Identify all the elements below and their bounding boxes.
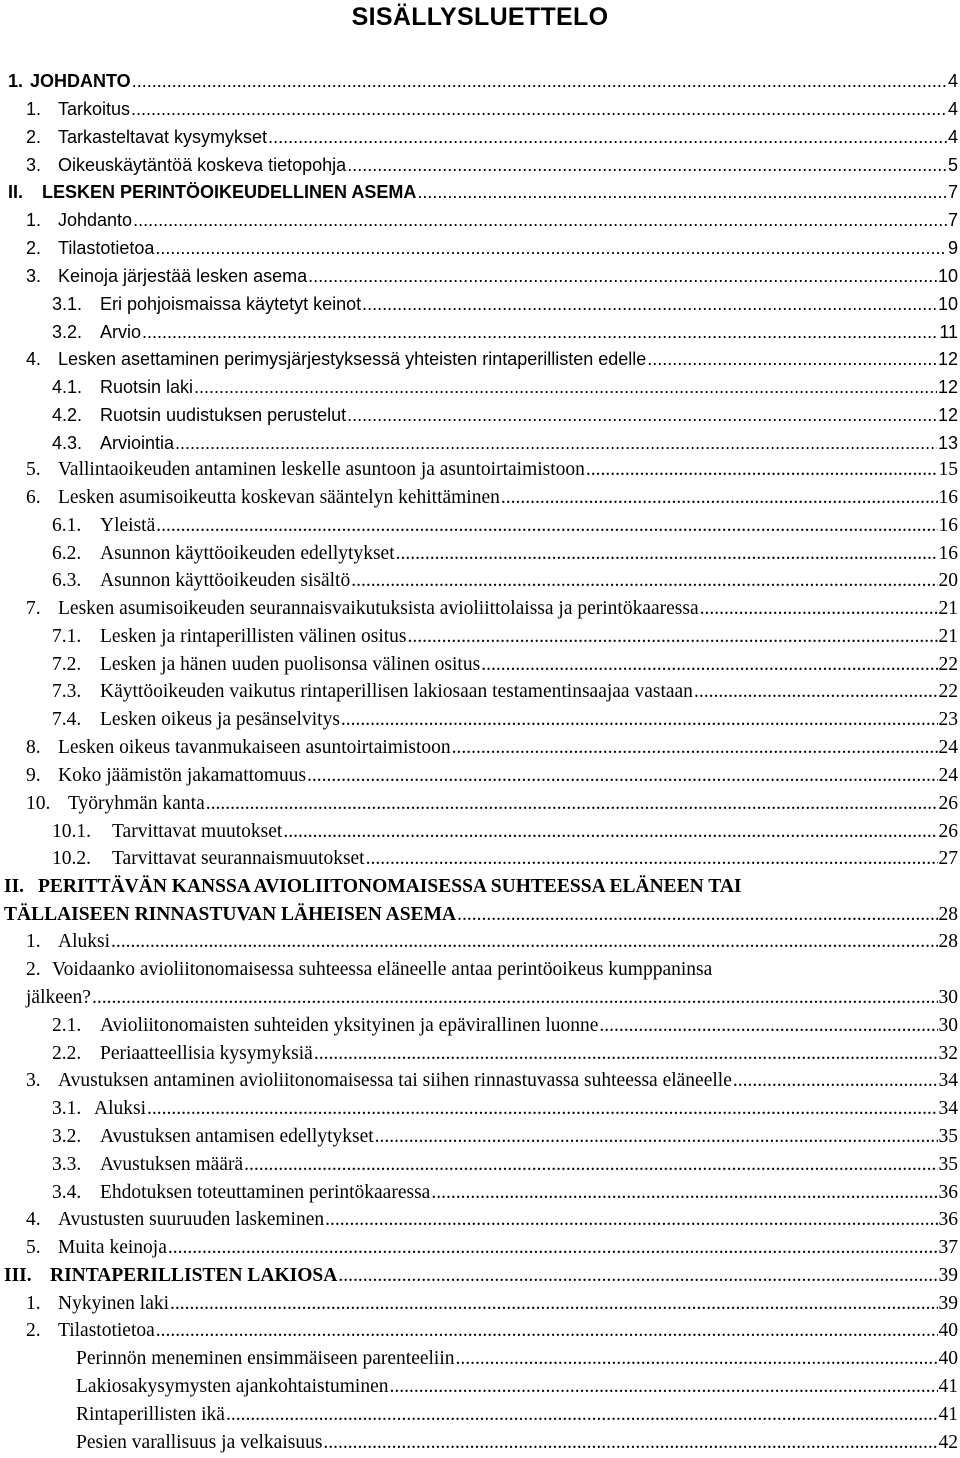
toc-entry-page-number: 11	[939, 322, 958, 342]
toc-entry-number: 3.3.	[52, 1154, 82, 1175]
toc-entry-number: 6.	[26, 487, 41, 508]
toc-entry-page-number: 16	[938, 487, 958, 508]
toc-entry-page-number: 22	[938, 681, 958, 702]
toc-entry-page-number: 7	[947, 182, 958, 202]
toc-entry-label: Perinnön meneminen ensimmäiseen parenteeliin	[76, 1348, 455, 1369]
toc-entry-page-number: 22	[938, 654, 958, 675]
toc-entry[interactable]	[0, 374, 960, 402]
dot-leader	[156, 1318, 938, 1344]
toc-entry[interactable]	[0, 430, 960, 458]
toc-entry-number: 1.	[8, 71, 24, 91]
toc-entry-page-number: 15	[938, 459, 958, 480]
toc-entry-number: 2.1.	[52, 1015, 82, 1036]
toc-entry-page-number: 35	[938, 1126, 958, 1147]
toc-entry[interactable]	[0, 791, 960, 819]
dot-leader	[155, 235, 947, 261]
toc-entry-number: 2.	[26, 959, 41, 980]
toc-entry-number: 4.3.	[52, 433, 83, 453]
toc-entry-page-number: 24	[938, 765, 958, 786]
dot-leader	[142, 319, 938, 345]
toc-entry-label: JOHDANTO	[30, 71, 131, 91]
toc-entry[interactable]	[0, 179, 960, 207]
toc-entry-label: Avustuksen antamisen edellytykset	[100, 1126, 374, 1147]
toc-entry[interactable]	[0, 902, 960, 930]
toc-entry-label: Avustuksen antaminen avioliitonomaisessa tai siihen rinnastuvassa suhteessa eläneelle	[58, 1070, 732, 1091]
toc-entry-page-number: 30	[938, 1015, 958, 1036]
toc-entry-number: 3.2.	[52, 322, 83, 342]
dot-leader	[347, 402, 937, 428]
toc-entry[interactable]	[0, 846, 960, 874]
toc-entry-page-number: 26	[938, 793, 958, 814]
toc-entry-label: Pesien varallisuus ja velkaisuus	[76, 1432, 323, 1453]
dot-leader	[351, 568, 937, 594]
toc-entry-label: Rintaperillisten ikä	[76, 1404, 225, 1425]
toc-entry-label: Ehdotuksen toteuttaminen perintökaaressa	[100, 1182, 431, 1203]
dot-leader	[92, 985, 938, 1011]
toc-entry[interactable]	[0, 457, 960, 485]
dot-leader	[175, 430, 937, 456]
toc-entry-label: TÄLLAISEEN RINNASTUVAN LÄHEISEN ASEMA	[4, 904, 457, 925]
toc-entry[interactable]	[0, 1013, 960, 1041]
toc-entry-label: jälkeen?	[26, 987, 91, 1008]
toc-entry[interactable]	[0, 1374, 960, 1402]
toc-entry-label: LESKEN PERINTÖOIKEUDELLINEN ASEMA	[42, 182, 417, 202]
toc-entry-page-number: 28	[938, 931, 958, 952]
dot-leader	[283, 819, 937, 845]
toc-entry-page-number: 16	[938, 515, 958, 536]
dot-leader	[396, 541, 938, 567]
toc-entry[interactable]	[0, 1068, 960, 1096]
toc-entry-page-number: 28	[938, 904, 958, 925]
toc-entry-label: Nykyinen laki	[58, 1293, 170, 1314]
toc-entry-page-number: 5	[947, 155, 958, 175]
toc-entry-page-number: 7	[947, 210, 958, 230]
toc-entry-label: Avioliitonomaisten suhteiden yksityinen ja epävirallinen luonne	[100, 1015, 599, 1036]
toc-entry-number: 8.	[26, 737, 41, 758]
toc-entry-page-number: 12	[937, 349, 958, 369]
toc-entry-number: 7.4.	[52, 709, 82, 730]
toc-entry-label: Johdanto	[58, 210, 133, 230]
page-title: SISÄLLYSLUETTELO	[351, 3, 609, 31]
toc-entry-label: Tilastotietoa	[58, 1320, 155, 1341]
dot-leader	[314, 1041, 938, 1067]
dot-leader	[156, 513, 937, 539]
toc-entry-number: 3.4.	[52, 1182, 82, 1203]
toc-entry-number: 6.2.	[52, 543, 82, 564]
dot-leader	[647, 346, 937, 372]
toc-entry-page-number: 42	[938, 1432, 958, 1453]
toc-entry[interactable]	[0, 707, 960, 735]
toc-entry-number: 2.	[26, 127, 42, 147]
toc-entry[interactable]	[0, 485, 960, 513]
toc-entry-number: 10.1.	[52, 821, 91, 842]
dot-leader	[308, 263, 937, 289]
dot-leader	[168, 1235, 938, 1261]
toc-entry-label: Lesken ja hänen uuden puolisonsa välinen ositus	[100, 654, 481, 675]
toc-entry-label: RINTAPERILLISTEN LAKIOSA	[50, 1265, 338, 1286]
toc-entry-number: III.	[4, 1265, 32, 1286]
toc-entry[interactable]	[0, 568, 960, 596]
toc-entry-number: 7.3.	[52, 681, 82, 702]
dot-leader	[338, 1263, 937, 1289]
dot-leader	[341, 707, 938, 733]
dot-leader	[362, 291, 937, 317]
toc-entry-label: Eri pohjoismaissa käytetyt keinot	[100, 294, 362, 314]
toc-entry-number: 3.1.	[52, 294, 83, 314]
toc-entry[interactable]	[0, 1318, 960, 1346]
toc-entry-page-number: 37	[938, 1237, 958, 1258]
toc-entry[interactable]	[0, 819, 960, 847]
toc-entry-label: Vallintaoikeuden antaminen leskelle asuntoon ja asuntoirtaimistoon	[58, 459, 585, 480]
dot-leader	[452, 735, 938, 761]
toc-entry-label: Aluksi	[58, 931, 111, 952]
toc-entry-label: Avustuksen määrä	[100, 1154, 244, 1175]
toc-entry-page-number: 10	[937, 294, 958, 314]
toc-entry[interactable]	[0, 985, 960, 1013]
dot-leader	[347, 152, 947, 178]
toc-entry-number: 5.	[26, 459, 41, 480]
toc-entry-page-number: 24	[938, 737, 958, 758]
toc-entry-number: 3.	[26, 1070, 41, 1091]
toc-entry-number: 3.2.	[52, 1126, 82, 1147]
toc-entry[interactable]	[0, 1124, 960, 1152]
toc-entry[interactable]	[0, 263, 960, 291]
toc-entry-number: 3.1.	[52, 1098, 82, 1119]
toc-entry-label: Tarvittavat muutokset	[112, 821, 283, 842]
toc-entry-number: II.	[4, 876, 25, 897]
toc-entry-label: Muita keinoja	[58, 1237, 167, 1258]
toc-entry-label: Lesken oikeus tavanmukaiseen asuntoirtaimistoon	[58, 737, 451, 758]
toc-entry[interactable]	[0, 1235, 960, 1263]
dot-leader	[375, 1124, 938, 1150]
dot-leader	[133, 207, 947, 233]
dot-leader	[132, 68, 947, 94]
dot-leader	[268, 124, 947, 150]
toc-entry-number: 1.	[26, 99, 42, 119]
dot-leader	[586, 457, 938, 483]
toc-entry-number: 6.1.	[52, 515, 82, 536]
toc-entry-page-number: 12	[937, 377, 958, 397]
toc-entry-page-number: 10	[937, 266, 958, 286]
toc-entry-label: Oikeuskäytäntöä koskeva tietopohja	[58, 155, 347, 175]
toc-entry-page-number: 36	[938, 1182, 958, 1203]
toc-entry-label: Yleistä	[100, 515, 156, 536]
dot-leader	[481, 652, 937, 678]
toc-entry-label: Lesken ja rintaperillisten välinen ositus	[100, 626, 407, 647]
toc-entry[interactable]	[0, 346, 960, 374]
toc-entry-page-number: 30	[938, 987, 958, 1008]
toc-entry-label: Periaatteellisia kysymyksiä	[100, 1043, 313, 1064]
dot-leader	[431, 1180, 937, 1206]
toc-entry[interactable]	[0, 1041, 960, 1069]
toc-entry-label: Avustusten suuruuden laskeminen	[58, 1209, 325, 1230]
toc-entry[interactable]	[0, 596, 960, 624]
toc-entry[interactable]	[0, 96, 960, 124]
dot-leader	[417, 179, 947, 205]
toc-entry-label: Keinoja järjestää lesken asema	[58, 266, 308, 286]
toc-entry-label: Asunnon käyttöoikeuden sisältö	[100, 570, 351, 591]
toc-entry[interactable]	[0, 1096, 960, 1124]
toc-entry-label: PERITTÄVÄN KANSSA AVIOLIITONOMAISESSA SUHTEESSA ELÄNEEN TAI	[38, 876, 742, 897]
toc-entry[interactable]	[0, 763, 960, 791]
toc-entry[interactable]	[0, 874, 960, 902]
toc-entry-page-number: 4	[947, 99, 958, 119]
toc-entry[interactable]	[0, 1180, 960, 1208]
toc-entry-page-number: 21	[938, 598, 958, 619]
toc-entry[interactable]	[0, 735, 960, 763]
dot-leader	[170, 1291, 937, 1317]
dot-leader	[226, 1402, 938, 1428]
toc-entry-label: Tarvittavat seurannaismuutokset	[112, 848, 365, 869]
toc-entry[interactable]	[0, 679, 960, 707]
toc-entry[interactable]	[0, 124, 960, 152]
dot-leader	[694, 679, 938, 705]
toc-entry-number: 2.	[26, 1320, 41, 1341]
toc-entry[interactable]	[0, 1263, 960, 1291]
toc-entry[interactable]	[0, 957, 960, 985]
toc-entry-page-number: 16	[938, 543, 958, 564]
toc-entry-page-number: 20	[938, 570, 958, 591]
toc-entry-label: Työryhmän kanta	[68, 793, 205, 814]
toc-entry[interactable]	[0, 652, 960, 680]
dot-leader	[408, 624, 938, 650]
toc-entry-number: 2.2.	[52, 1043, 82, 1064]
dot-leader	[457, 902, 937, 928]
toc-entry-number: 2.	[26, 238, 42, 258]
toc-entry-page-number: 41	[938, 1404, 958, 1425]
toc-entry-number: 4.2.	[52, 405, 83, 425]
toc-entry-number: 3.	[26, 266, 42, 286]
toc-entry-page-number: 23	[938, 709, 958, 730]
dot-leader	[244, 1152, 937, 1178]
dot-leader	[733, 1068, 938, 1094]
toc-entry-page-number: 27	[938, 848, 958, 869]
toc-entry[interactable]	[0, 929, 960, 957]
toc-entry[interactable]	[0, 1207, 960, 1235]
dot-leader	[111, 929, 937, 955]
toc-entry[interactable]	[0, 402, 960, 430]
toc-entry-page-number: 41	[938, 1376, 958, 1397]
toc-entry-label: Tilastotietoa	[58, 238, 155, 258]
toc-entry-number: 3.	[26, 155, 42, 175]
toc-entry-label: Ruotsin laki	[100, 377, 194, 397]
toc-entry-page-number: 21	[938, 626, 958, 647]
toc-entry-label: Tarkoitus	[58, 99, 131, 119]
toc-entry-page-number: 39	[938, 1293, 958, 1314]
toc-entry-number: 1.	[26, 1293, 41, 1314]
toc-entry-label: Voidaanko avioliitonomaisessa suhteessa eläneelle antaa perintöoikeus kumppaninsa	[52, 959, 713, 980]
toc-entry[interactable]	[0, 291, 960, 319]
toc-entry-number: 4.	[26, 1209, 41, 1230]
toc-entry[interactable]	[0, 1402, 960, 1430]
toc-entry-number: 7.1.	[52, 626, 82, 647]
toc-entry-label: Lesken asumisoikeutta koskevan sääntelyn kehittäminen	[58, 487, 500, 508]
dot-leader	[390, 1374, 938, 1400]
toc-entry-page-number: 40	[938, 1320, 958, 1341]
toc-entry-number: 4.	[26, 349, 42, 369]
toc-entry-label: Tarkasteltavat kysymykset	[58, 127, 268, 147]
toc-entry-page-number: 39	[938, 1265, 958, 1286]
dot-leader	[194, 374, 937, 400]
toc-entry-label: Ruotsin uudistuksen perustelut	[100, 405, 347, 425]
toc-entry-label: Käyttöoikeuden vaikutus rintaperillisen lakiosaan testamentinsaajaa vastaan	[100, 681, 693, 702]
toc-entry[interactable]	[0, 541, 960, 569]
dot-leader	[323, 1430, 937, 1456]
toc-entry-label: Lesken asumisoikeuden seurannaisvaikutuksista avioliittolaissa ja perintökaaressa	[58, 598, 699, 619]
dot-leader	[456, 1346, 938, 1372]
toc-entry[interactable]	[0, 1152, 960, 1180]
toc-entry-label: Koko jäämistön jakamattomuus	[58, 765, 307, 786]
toc-entry-page-number: 32	[938, 1043, 958, 1064]
toc-entry[interactable]	[0, 207, 960, 235]
toc-entry-page-number: 12	[937, 405, 958, 425]
toc-entry-page-number: 35	[938, 1154, 958, 1175]
dot-leader	[206, 791, 938, 817]
toc-entry-number: II.	[8, 182, 24, 202]
toc-entry[interactable]	[0, 1346, 960, 1374]
toc-entry-label: Lakiosakysymysten ajankohtaistuminen	[76, 1376, 389, 1397]
toc-entry-label: Lesken oikeus ja pesänselvitys	[100, 709, 340, 730]
toc-entry[interactable]	[0, 152, 960, 180]
dot-leader	[599, 1013, 937, 1039]
toc-entry-number: 1.	[26, 210, 42, 230]
dot-leader	[307, 763, 937, 789]
toc-entry-page-number: 26	[938, 821, 958, 842]
toc-entry[interactable]	[0, 68, 960, 96]
dot-leader	[700, 596, 938, 622]
dot-leader	[366, 846, 938, 872]
toc-entry[interactable]	[0, 319, 960, 347]
toc-entry-number: 9.	[26, 765, 41, 786]
toc-entry-number: 10.	[26, 793, 51, 814]
dot-leader	[325, 1207, 937, 1233]
toc-entry-number: 7.	[26, 598, 41, 619]
toc-entry-page-number: 40	[938, 1348, 958, 1369]
toc-entry[interactable]	[0, 235, 960, 263]
toc-entry-page-number: 9	[947, 238, 958, 258]
toc-entry-number: 1.	[26, 931, 41, 952]
toc-entry-label: Arvio	[100, 322, 142, 342]
toc-entry[interactable]	[0, 513, 960, 541]
toc-entry-number: 10.2.	[52, 848, 91, 869]
toc-entry[interactable]	[0, 1291, 960, 1319]
toc-entry-page-number: 13	[937, 433, 958, 453]
toc-entry-page-number: 36	[938, 1209, 958, 1230]
toc-entry-number: 4.1.	[52, 377, 83, 397]
toc-entry-page-number: 4	[947, 71, 958, 91]
dot-leader	[147, 1096, 937, 1122]
toc-entry[interactable]	[0, 1430, 960, 1458]
toc-entry[interactable]	[0, 624, 960, 652]
dot-leader	[131, 96, 947, 122]
toc-entry-label: Aluksi	[94, 1098, 147, 1119]
toc-entry-label: Lesken asettaminen perimysjärjestyksessä yhteisten rintaperillisten edelle	[58, 349, 647, 369]
dot-leader	[501, 485, 938, 511]
toc-entry-page-number: 34	[938, 1098, 958, 1119]
toc-entry-number: 5.	[26, 1237, 41, 1258]
toc-entry-number: 6.3.	[52, 570, 82, 591]
toc-entry-label: Arviointia	[100, 433, 175, 453]
toc-entry-label: Asunnon käyttöoikeuden edellytykset	[100, 543, 395, 564]
toc-entry-page-number: 4	[947, 127, 958, 147]
toc-entry-page-number: 34	[938, 1070, 958, 1091]
toc-entry-number: 7.2.	[52, 654, 82, 675]
